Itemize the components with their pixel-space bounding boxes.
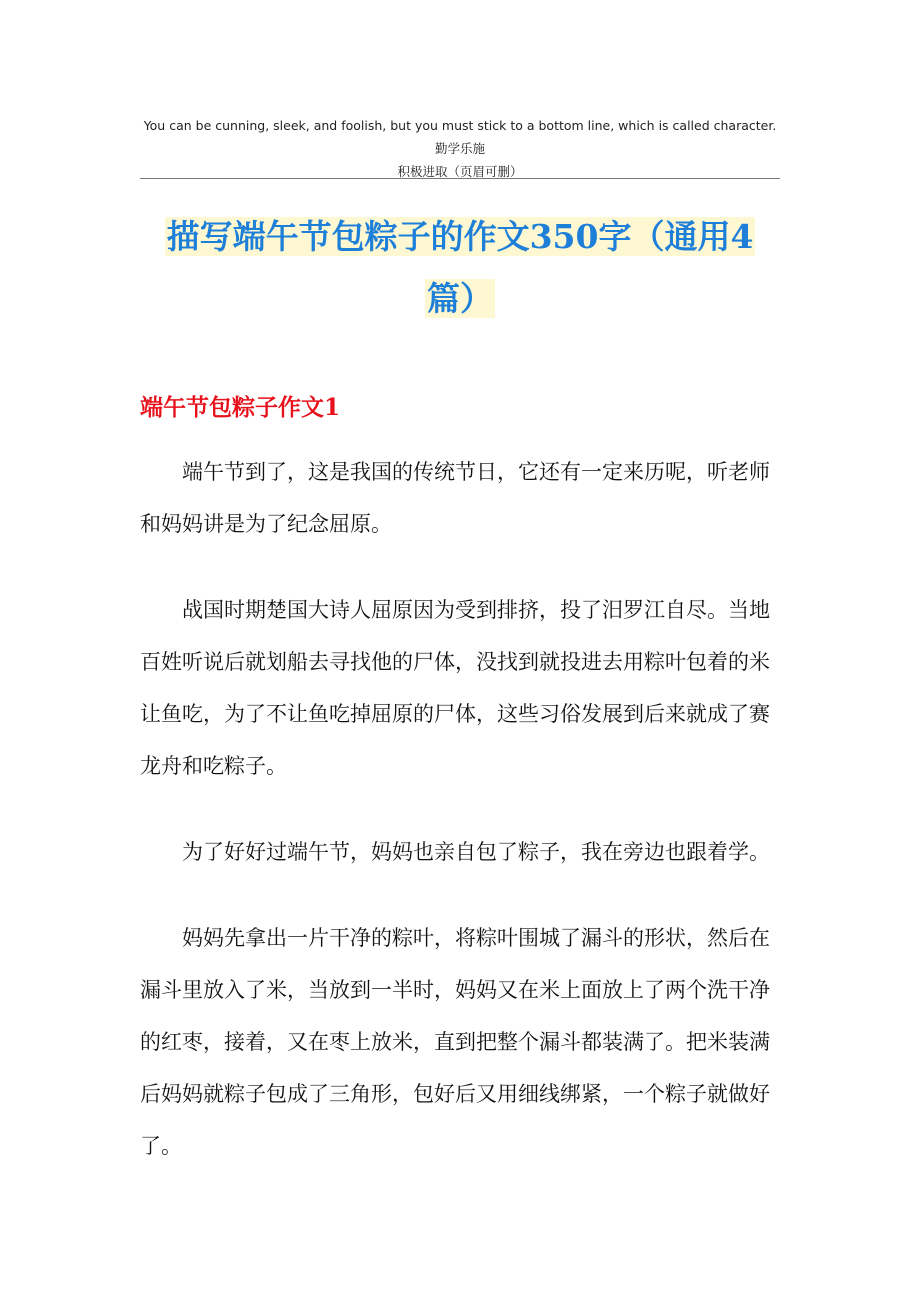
header-line-1: You can be cunning, sleek, and foolish, but you must stick to a bottom line, which is called character.勤学乐施 (143, 118, 777, 156)
section-heading: 端午节包粽子作文1 (140, 394, 341, 421)
document-title (120, 206, 800, 330)
title-line-1: 描写端午节包粽子的作文350字（通用4 (166, 217, 754, 256)
paragraph-3: 为了好好过端午节，妈妈也亲自包了粽子，我在旁边也跟着学。 (182, 840, 770, 864)
paragraph-1: 端午节到了，这是我国的传统节日，它还有一定来历呢，听老师和妈妈讲是为了纪念屈原。 (140, 460, 770, 536)
title-line-2: 篇） (427, 279, 493, 318)
header-divider (140, 178, 780, 179)
paragraph-2: 战国时期楚国大诗人屈原因为受到排挤，投了汨罗江自尽。当地百姓听说后就划船去寻找他的尸体，没找到就投进去用粽叶包着的米让鱼吃，为了不让鱼吃掉屈原的尸体，这些习俗发展到后来就成了赛龙舟和吃粽子。 (140, 598, 770, 778)
page-header (140, 114, 780, 183)
paragraph-4: 妈妈先拿出一片干净的粽叶，将粽叶围城了漏斗的形状，然后在漏斗里放入了米，当放到一半时，妈妈又在米上面放上了两个洗干净的红枣，接着，又在枣上放米，直到把整个漏斗都装满了。把米装满后妈妈就粽子包成了三角形，包好后又用细线绑紧，一个粽子就做好了。 (140, 926, 770, 1158)
essay-body (140, 446, 780, 1206)
header-line-2: 积极进取（页眉可删） (397, 164, 523, 179)
